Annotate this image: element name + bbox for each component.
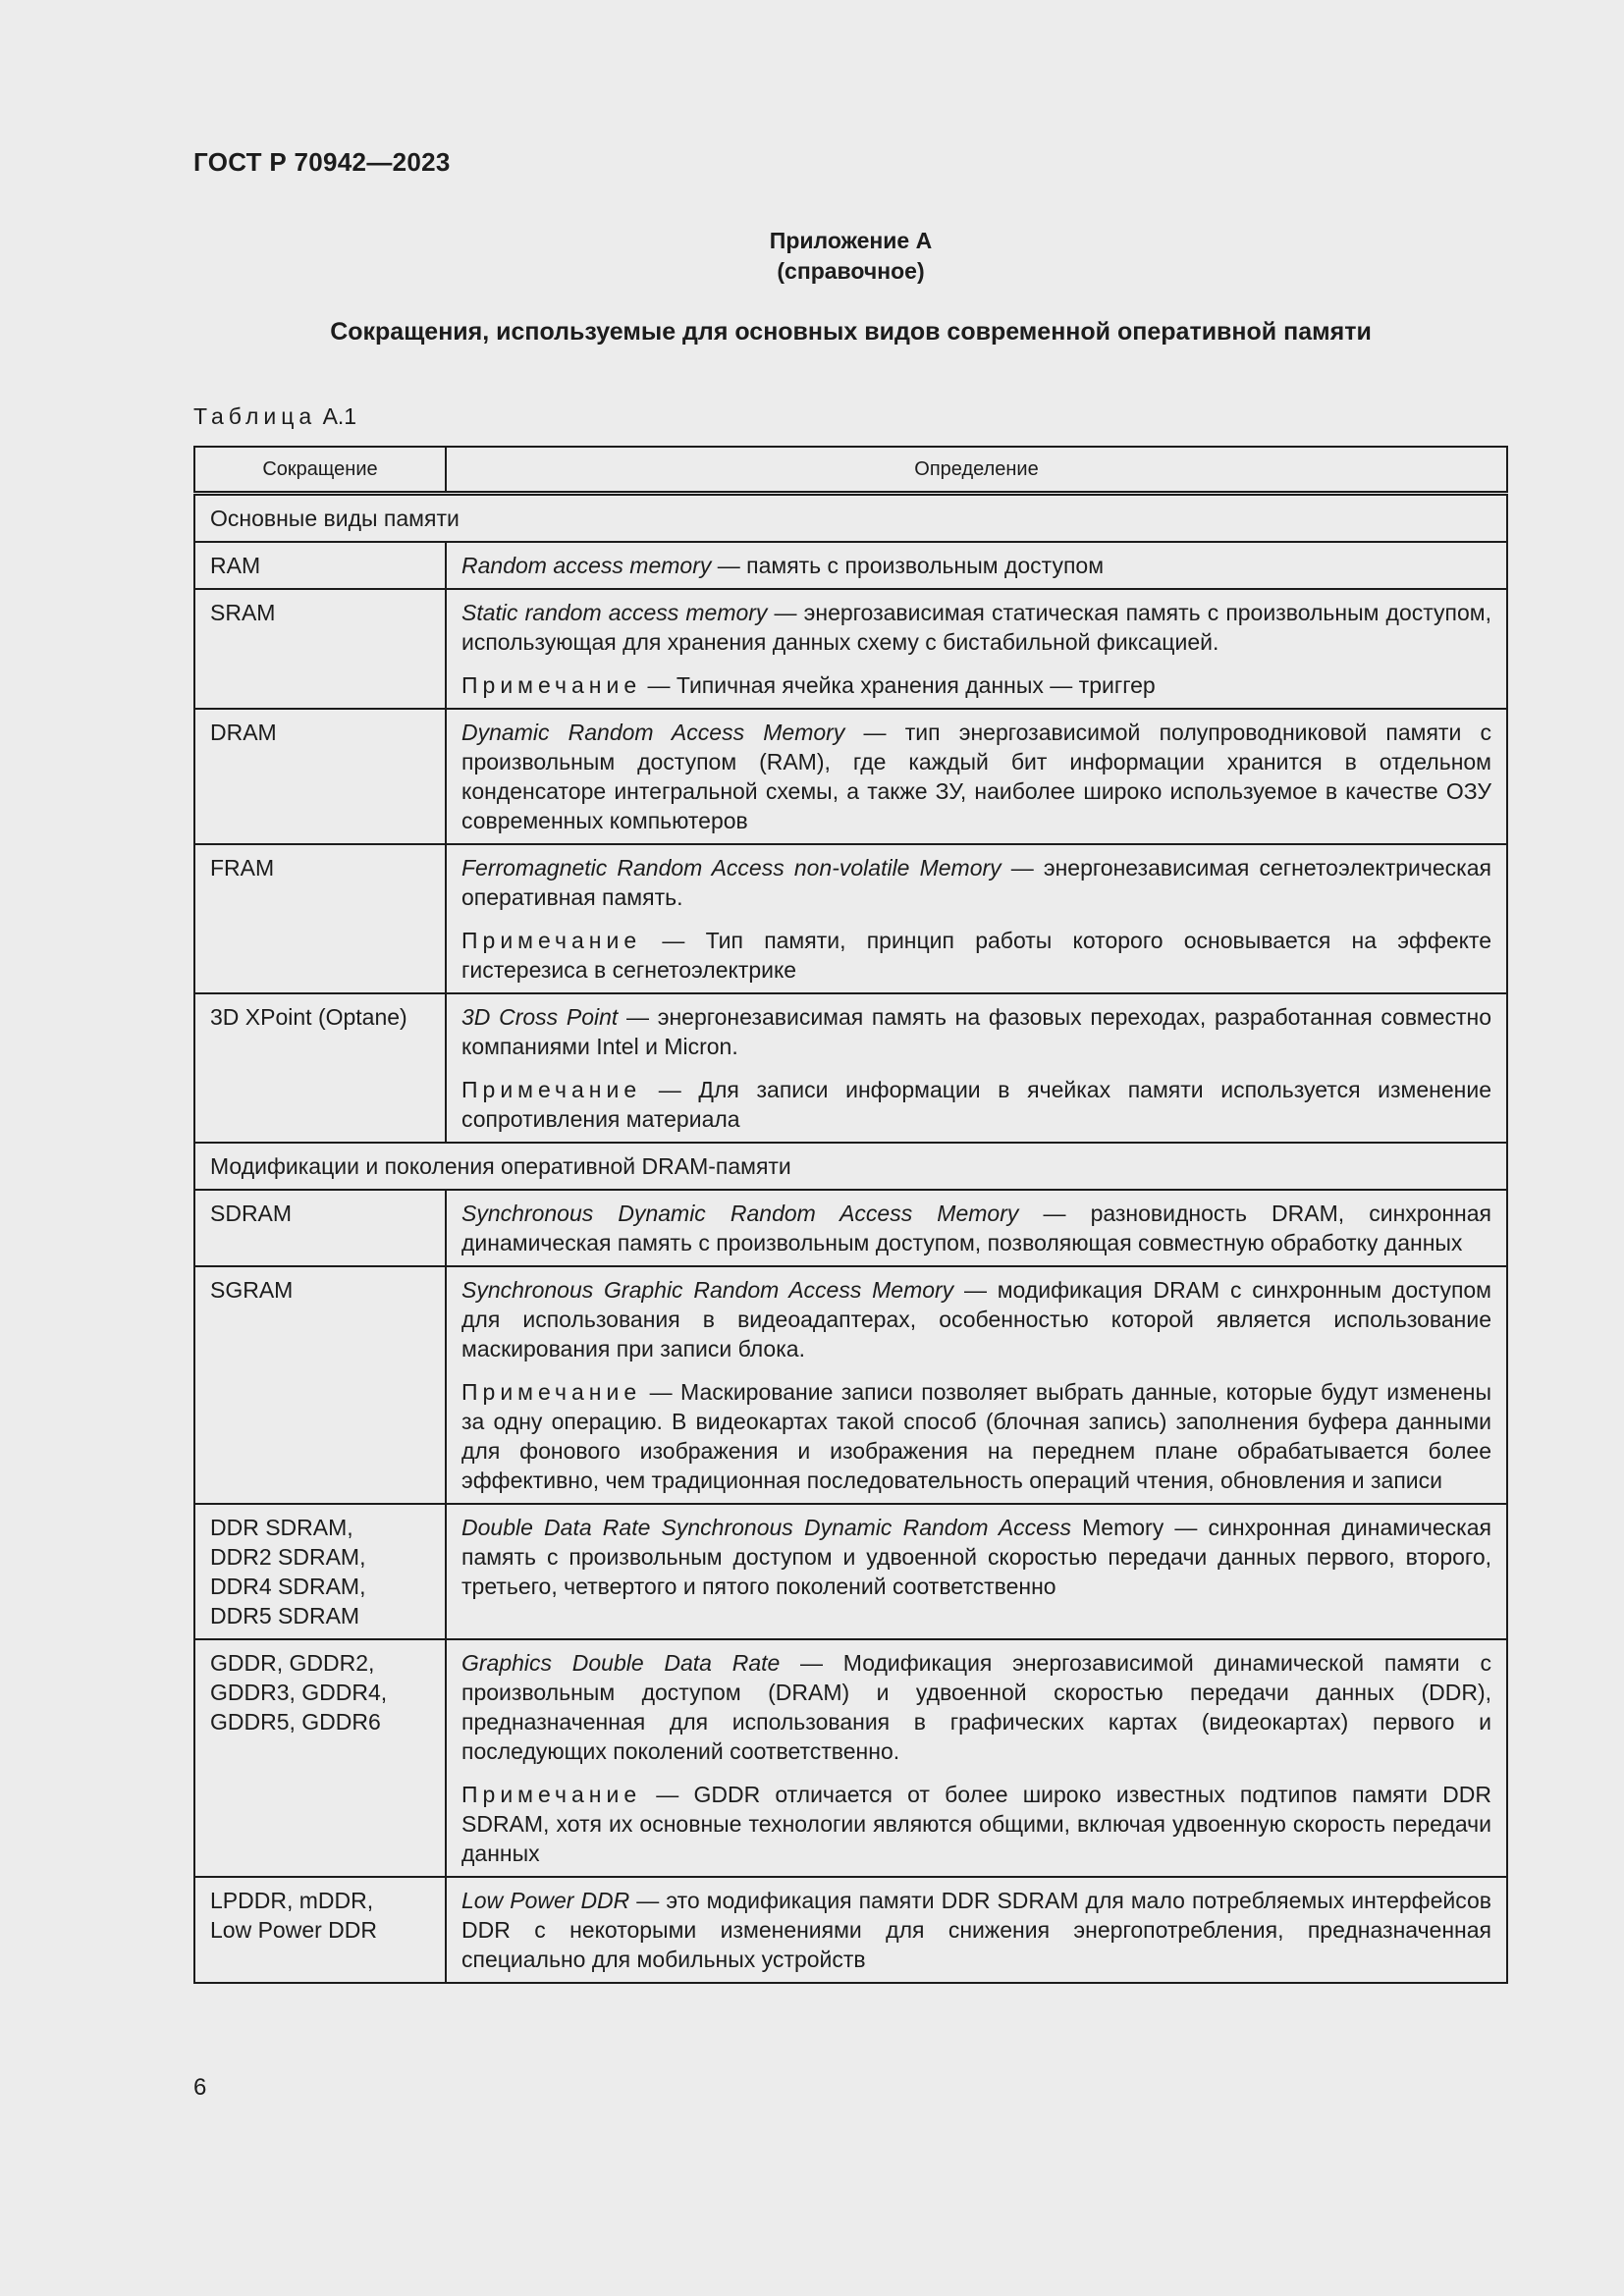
definition-term: Dynamic Random Access Memory bbox=[461, 720, 845, 745]
definition-term: Synchronous Graphic Random Access Memory bbox=[461, 1277, 954, 1303]
definition-text: — энергонезависимая память на фазовых переходах, разработанная совместно компаниями Intel и Micron. bbox=[461, 1004, 1491, 1059]
table-row bbox=[194, 1190, 1507, 1266]
row-abbreviation: FRAM bbox=[194, 844, 446, 993]
annex-heading bbox=[0, 226, 1624, 287]
definition-note bbox=[461, 1075, 1491, 1134]
definition-note bbox=[461, 1377, 1491, 1495]
annex-type: (справочное) bbox=[777, 258, 925, 284]
table-caption-number: А.1 bbox=[322, 403, 357, 429]
definition-text: — это модификация памяти DDR SDRAM для мало потребляемых интерфейсов DDR с некоторыми изменениями для снижения энергопотребления, предназначенная специально для мобильных устройств bbox=[461, 1888, 1491, 1972]
document-code: ГОСТ Р 70942—2023 bbox=[193, 147, 451, 177]
note-text: — Типичная ячейка хранения данных — триггер bbox=[641, 672, 1156, 698]
table-row bbox=[194, 1266, 1507, 1504]
table-row bbox=[194, 709, 1507, 844]
note-label: Примечание bbox=[461, 672, 642, 698]
abbr-line: DDR5 SDRAM bbox=[210, 1603, 360, 1629]
row-abbreviation: 3D XPoint (Optane) bbox=[194, 993, 446, 1143]
definition-note bbox=[461, 926, 1491, 985]
abbr-line: LPDDR, mDDR, bbox=[210, 1888, 374, 1913]
row-abbreviation bbox=[194, 1639, 446, 1877]
row-definition bbox=[446, 993, 1507, 1143]
table-row bbox=[194, 1639, 1507, 1877]
row-definition bbox=[446, 844, 1507, 993]
group-row bbox=[194, 494, 1507, 543]
note-text: — Маскирование записи позволяет выбрать данные, которые будут изменены за одну операцию. В видеокартах такой способ (блочная запись) заполнения буфера данными для фонового изображения и изображения на переднем плане обрабатывается более эффективно, чем традиционная последовательность операций чтения, обновления и записи bbox=[461, 1379, 1491, 1493]
table-row bbox=[194, 1504, 1507, 1639]
definition-text: — энергонезависимая сегнетоэлектрическая оперативная память. bbox=[461, 855, 1491, 910]
definition-note bbox=[461, 670, 1491, 700]
row-abbreviation bbox=[194, 1504, 446, 1639]
group-label: Модификации и поколения оперативной DRAM-памяти bbox=[194, 1143, 1507, 1190]
definition-text: Memory — синхронная динамическая память с произвольным доступом и удвоенной скоростью передачи данных первого, второго, третьего, четвертого и пятого поколений соответственно bbox=[461, 1515, 1491, 1599]
table-row bbox=[194, 993, 1507, 1143]
row-definition bbox=[446, 1877, 1507, 1983]
header-abbreviation: Сокращение bbox=[194, 447, 446, 494]
definition-text: — энергозависимая статическая память с произвольным доступом, использующая для хранения данных схему с бистабильной фиксацией. bbox=[461, 600, 1491, 655]
note-text: — Тип памяти, принцип работы которого основывается на эффекте гистерезиса в сегнетоэлектрике bbox=[461, 928, 1491, 983]
abbr-line: GDDR5, GDDR6 bbox=[210, 1709, 381, 1735]
row-abbreviation: DRAM bbox=[194, 709, 446, 844]
group-label: Основные виды памяти bbox=[194, 494, 1507, 543]
table-caption bbox=[193, 403, 356, 430]
header-definition: Определение bbox=[446, 447, 1507, 494]
abbr-line: DDR2 SDRAM, bbox=[210, 1544, 366, 1570]
row-abbreviation bbox=[194, 1877, 446, 1983]
table-header-row bbox=[194, 447, 1507, 494]
page-number: 6 bbox=[193, 2074, 207, 2101]
abbr-line: Low Power DDR bbox=[210, 1917, 377, 1943]
note-label: Примечание bbox=[461, 1782, 642, 1807]
definition-text: — тип энергозависимой полупроводниковой памяти с произвольным доступом (RAM), где каждый бит информации хранится в отдельном конденсаторе интегральной схемы, а также ЗУ, наиболее широко используемое в качестве ОЗУ современных компьютеров bbox=[461, 720, 1491, 833]
row-definition bbox=[446, 709, 1507, 844]
definition-term: Graphics Double Data Rate bbox=[461, 1650, 781, 1676]
note-text: — Для записи информации в ячейках памяти используется изменение сопротивления материала bbox=[461, 1077, 1491, 1132]
abbr-line: DDR SDRAM, bbox=[210, 1515, 353, 1540]
row-abbreviation: RAM bbox=[194, 542, 446, 589]
definition-term: Random access memory bbox=[461, 553, 712, 578]
row-definition bbox=[446, 1266, 1507, 1504]
row-abbreviation: SGRAM bbox=[194, 1266, 446, 1504]
note-text: — GDDR отличается от более широко известных подтипов памяти DDR SDRAM, хотя их основные технологии являются общими, включая удвоенную скорость передачи данных bbox=[461, 1782, 1491, 1866]
abbr-line: DDR4 SDRAM, bbox=[210, 1574, 366, 1599]
group-row bbox=[194, 1143, 1507, 1190]
table-row bbox=[194, 844, 1507, 993]
definition-term: Synchronous Dynamic Random Access Memory bbox=[461, 1201, 1019, 1226]
abbreviations-table bbox=[193, 446, 1508, 1984]
abbr-line: GDDR3, GDDR4, bbox=[210, 1680, 388, 1705]
table-row bbox=[194, 1877, 1507, 1983]
row-abbreviation: SRAM bbox=[194, 589, 446, 709]
definition-term: Low Power DDR bbox=[461, 1888, 630, 1913]
note-label: Примечание bbox=[461, 928, 642, 953]
definition-text: — Модификация энергозависимой динамической памяти с произвольным доступом (DRAM) и удвоенной скоростью передачи данных (DDR), предназначенная для использования в графических картах (видеокартах) первого и последующих поколений соответственно. bbox=[461, 1650, 1492, 1764]
definition-text: — разновидность DRAM, синхронная динамическая память с произвольным доступом, позволяющая совместную обработку данных bbox=[461, 1201, 1492, 1255]
section-title: Сокращения, используемые для основных видов современной оперативной памяти bbox=[330, 318, 1372, 346]
row-definition bbox=[446, 589, 1507, 709]
definition-term: Static random access memory bbox=[461, 600, 768, 625]
row-definition bbox=[446, 1504, 1507, 1639]
table-row bbox=[194, 589, 1507, 709]
definition-term: 3D Cross Point bbox=[461, 1004, 619, 1030]
definition-term: Double Data Rate Synchronous Dynamic Random Access bbox=[461, 1515, 1071, 1540]
abbr-line: GDDR, GDDR2, bbox=[210, 1650, 375, 1676]
table-caption-label: Таблица bbox=[193, 403, 317, 429]
definition-text: — память с произвольным доступом bbox=[711, 553, 1105, 578]
definition-note bbox=[461, 1780, 1491, 1868]
definition-text: — модификация DRAM с синхронным доступом для использования в видеоадаптерах, особенностью которой является использование маскирования при записи блока. bbox=[461, 1277, 1491, 1362]
note-label: Примечание bbox=[461, 1379, 642, 1405]
row-definition bbox=[446, 542, 1507, 589]
note-label: Примечание bbox=[461, 1077, 642, 1102]
row-abbreviation: SDRAM bbox=[194, 1190, 446, 1266]
definition-term: Ferromagnetic Random Access non-volatile Memory bbox=[461, 855, 1001, 881]
annex-title: Приложение А bbox=[769, 228, 933, 253]
row-definition bbox=[446, 1639, 1507, 1877]
row-definition bbox=[446, 1190, 1507, 1266]
table-row bbox=[194, 542, 1507, 589]
